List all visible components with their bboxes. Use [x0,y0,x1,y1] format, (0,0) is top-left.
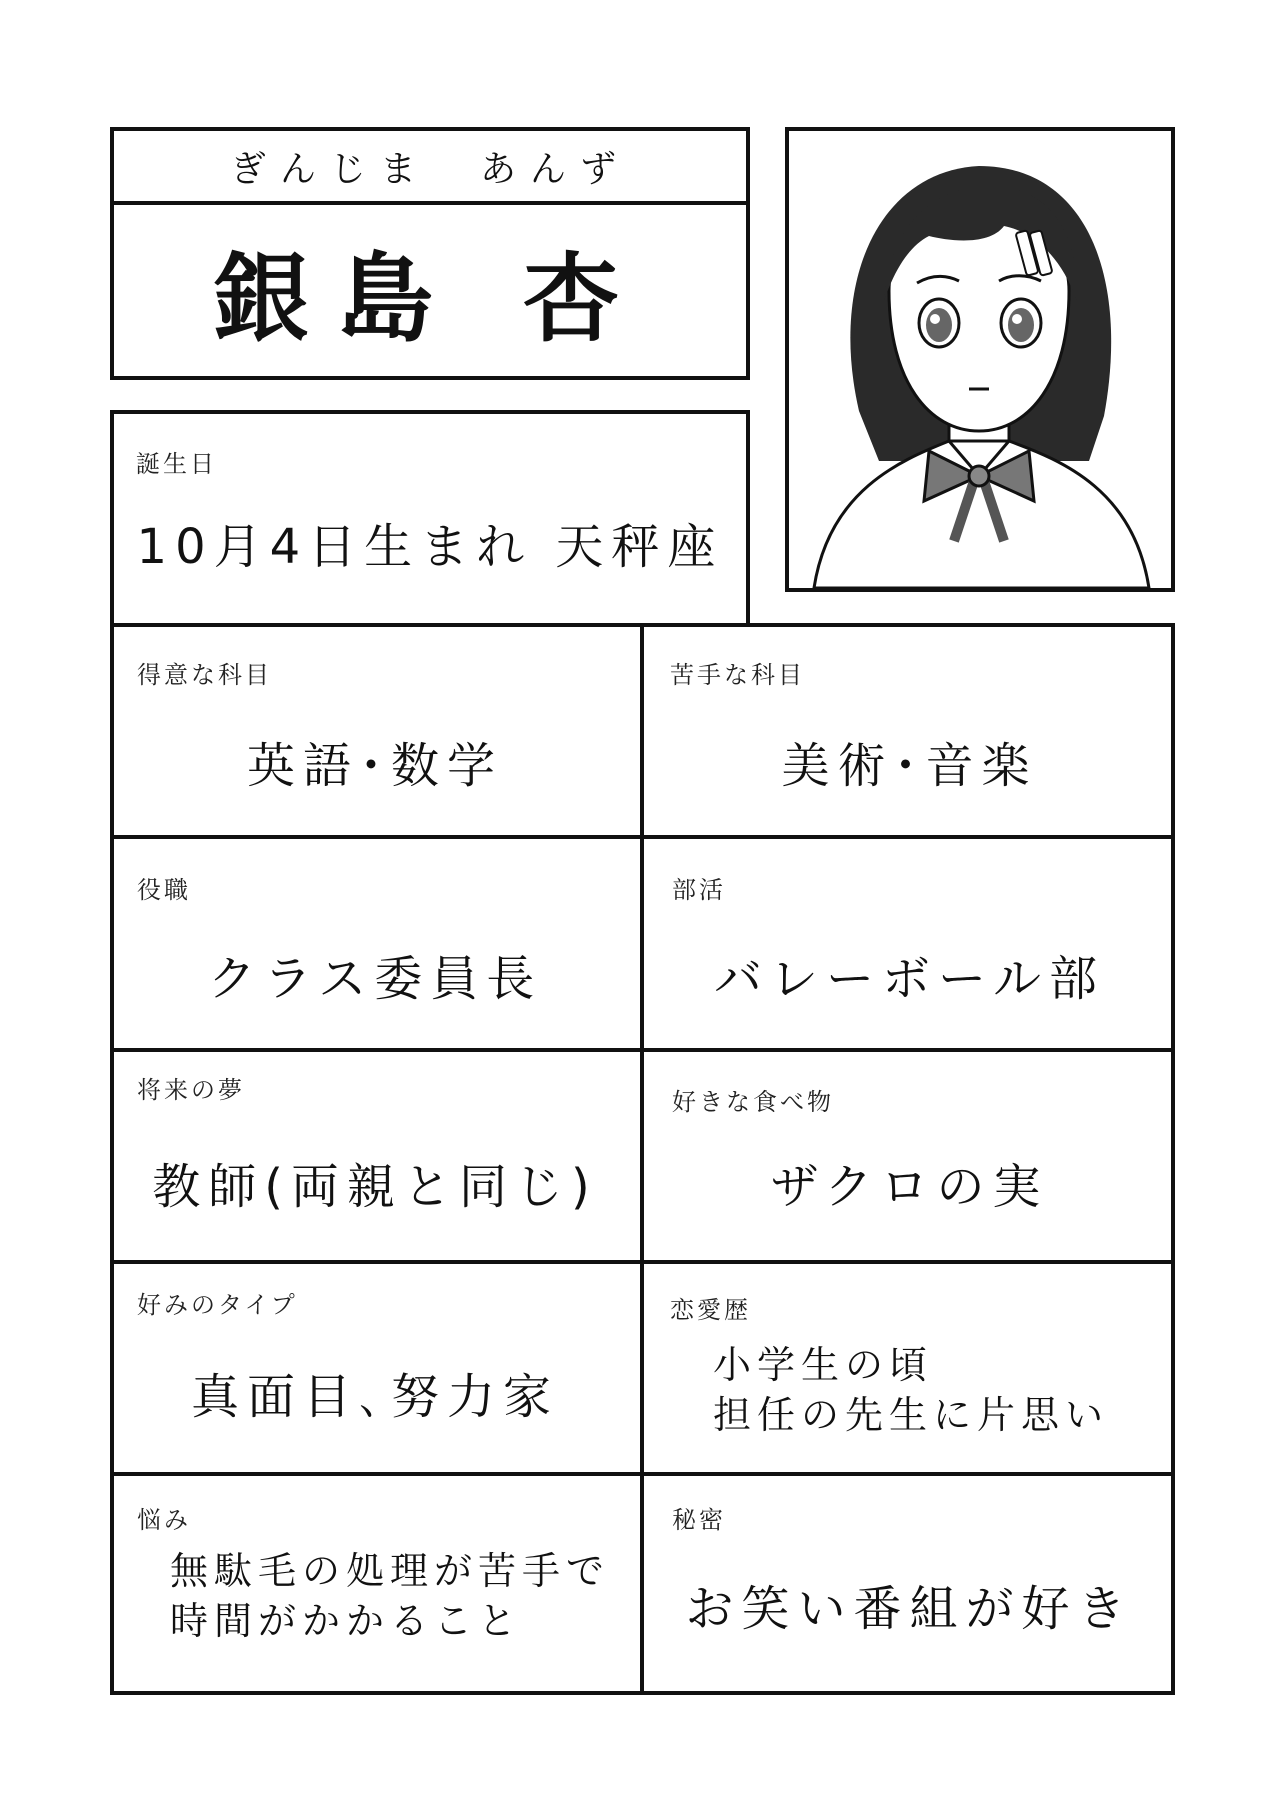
field-value-weak-subjects: 美術･音楽 [781,738,1038,794]
field-value-good-subjects: 英語･数学 [246,738,503,794]
field-value-worries-line-1: 無駄毛の処理が苦手で [170,1549,611,1593]
field-label-dream: 将来の夢 [137,1076,245,1104]
field-label-worries: 悩み [137,1506,191,1534]
name-kana: ぎんじま あんず [229,149,630,190]
row-divider-4 [110,1472,1175,1476]
field-value-dream: 教師(両親と同じ) [152,1159,598,1215]
field-value-favorite-food: ザクロの実 [770,1159,1049,1215]
birthday-card [110,410,750,634]
field-value-love-history-line-2: 担任の先生に片思い [713,1393,1110,1437]
field-label-role: 役職 [137,876,191,904]
field-value-love-history-line-1: 小学生の頃 [713,1343,934,1387]
field-label-weak-subjects: 苦手な科目 [670,661,805,689]
row-divider-2 [110,1048,1175,1052]
field-value-worries-line-2: 時間がかかること [170,1599,523,1643]
name-card [110,127,750,380]
field-value-type: 真面目､努力家 [190,1369,559,1425]
birthday-label: 誕生日 [136,450,217,478]
girl-portrait-icon [789,131,1171,588]
row-divider-1 [110,835,1175,839]
field-label-type: 好みのタイプ [137,1291,298,1319]
field-value-club: バレーボール部 [713,951,1106,1007]
field-value-role: クラス委員長 [207,951,543,1007]
portrait-frame [785,127,1175,592]
name-kanji: 銀島 杏 [213,242,647,355]
row-divider-3 [110,1260,1175,1264]
field-label-love-history: 恋愛歴 [670,1296,751,1324]
field-value-secret: お笑い番組が好き [685,1581,1134,1637]
field-label-secret: 秘密 [672,1506,726,1534]
kana-divider [114,201,746,205]
field-label-club: 部活 [672,876,726,904]
birthday-value: 10月4日生まれ 天秤座 [136,519,724,575]
field-label-good-subjects: 得意な科目 [137,661,272,689]
field-label-favorite-food: 好きな食べ物 [672,1088,834,1116]
